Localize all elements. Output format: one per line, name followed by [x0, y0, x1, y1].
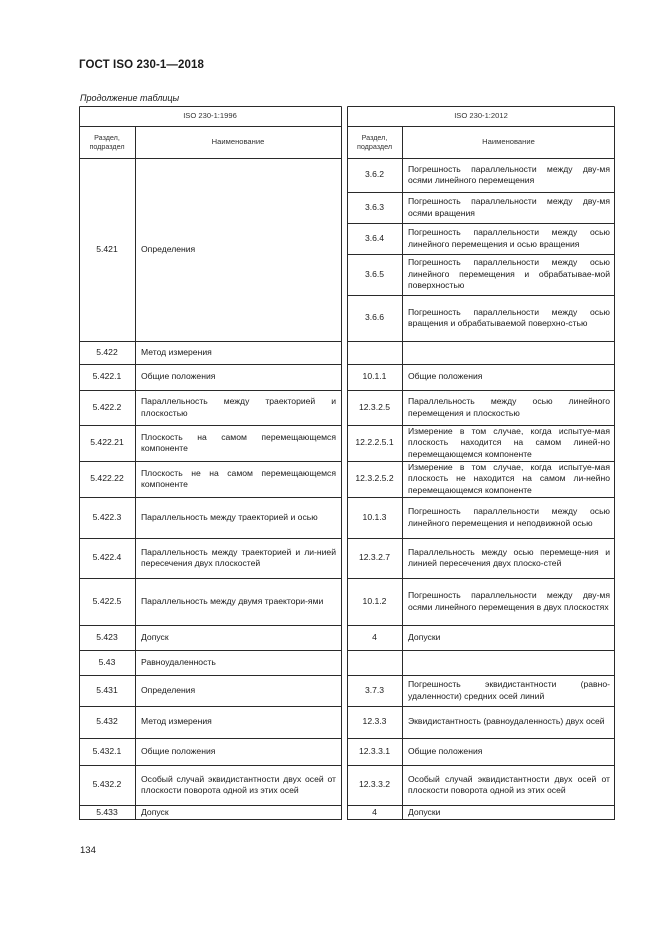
left-name-cell: [135, 390, 341, 425]
left-section-cell-text: 5.422.2: [92, 401, 122, 412]
left-section-cell-text: 5.421: [96, 243, 118, 254]
left-section-cell-text: 5.422.4: [92, 552, 122, 563]
right-name-cell: [402, 425, 615, 461]
left-section-cell: [79, 675, 135, 706]
right-section-cell-text: 12.3.2.5: [358, 401, 391, 412]
left-name-cell-text: Плоскость не на самом перемещающемся компоненте: [141, 467, 336, 489]
left-section-cell-text: 5.432: [96, 716, 118, 727]
left-name-cell-text: Метод измерения: [141, 716, 212, 727]
left-section-col-header: [79, 126, 135, 158]
right-name-cell: [402, 341, 615, 364]
left-section-col-header-text: Раздел, подраздел: [89, 133, 125, 151]
right-name-cell: [402, 650, 615, 675]
right-name-cell: [402, 158, 615, 192]
left-section-cell: [79, 765, 135, 805]
left-name-cell: [135, 738, 341, 765]
right-section-cell: [347, 765, 402, 805]
right-name-cell-text: Особый случай эквидистантности двух осей от плоскости поворота одной из этих осей: [408, 773, 610, 795]
right-name-cell: [402, 765, 615, 805]
right-name-cell: [402, 223, 615, 254]
left-name-cell: [135, 425, 341, 461]
left-section-cell: [79, 341, 135, 364]
right-section-cell-text: 10.1.1: [362, 371, 387, 382]
right-section-cell: [347, 425, 402, 461]
left-name-cell-text: Общие положения: [141, 745, 216, 756]
right-section-cell: [347, 497, 402, 538]
comparison-table: [79, 106, 615, 820]
right-name-cell-text: Параллельность между осью линейного перемещения и плоскостью: [408, 396, 610, 418]
right-name-cell-text: Допуски: [408, 631, 441, 642]
left-section-cell: [79, 538, 135, 578]
right-name-cell-text: Погрешность параллельности между дву-мя осями вращения: [408, 196, 610, 218]
left-section-cell: [79, 578, 135, 625]
page-number: 134: [80, 845, 96, 856]
left-name-cell: [135, 650, 341, 675]
left-name-cell: [135, 675, 341, 706]
left-name-cell-text: Определения: [141, 243, 196, 254]
left-group-header-text: ISO 230-1:1996: [183, 111, 237, 121]
left-name-cell-text: Равноудаленность: [141, 656, 216, 667]
left-group-header: [79, 106, 341, 126]
right-name-cell: [402, 675, 615, 706]
left-section-cell-text: 5.431: [96, 684, 118, 695]
left-name-cell-text: Определения: [141, 684, 196, 695]
right-section-cell-text: 12.3.3.1: [358, 745, 391, 756]
right-name-cell: [402, 192, 615, 223]
right-name-cell-text: Погрешность эквидистантности (равно-удаленности) средних осей линий: [408, 679, 610, 701]
left-section-cell-text: 5.432.2: [92, 779, 122, 790]
left-section-cell: [79, 706, 135, 738]
left-name-cell-text: Особый случай эквидистантности двух осей от плоскости поворота одной из этих осей: [141, 773, 336, 795]
right-section-cell: [347, 192, 402, 223]
right-section-cell-text: 3.6.2: [364, 169, 385, 180]
right-section-cell: [347, 650, 402, 675]
right-section-cell-text: 12.2.2.5.1: [355, 437, 394, 448]
right-section-cell-text: 3.6.4: [364, 232, 385, 243]
right-section-cell: [347, 461, 402, 497]
left-section-cell-text: 5.433: [96, 806, 118, 817]
right-section-cell: [347, 364, 402, 390]
right-name-col-header: [402, 126, 615, 158]
right-section-col-header: [347, 126, 402, 158]
right-section-cell: [347, 675, 402, 706]
right-section-cell-text: 4: [372, 631, 377, 642]
left-name-cell: [135, 158, 341, 341]
left-section-cell-text: 5.422.3: [92, 511, 122, 522]
right-name-cell: [402, 497, 615, 538]
right-name-cell-text: Погрешность параллельности между осью линейного перемещения и осью вращения: [408, 227, 610, 249]
right-name-cell-text: Погрешность параллельности между осью вращения и обрабатываемой поверхно-стью: [408, 306, 610, 328]
right-group-header: [347, 106, 615, 126]
left-name-cell-text: Допуск: [141, 806, 169, 817]
right-name-cell: [402, 578, 615, 625]
right-section-cell-text: 3.6.6: [364, 312, 385, 323]
right-name-cell: [402, 738, 615, 765]
right-name-cell-text: Допуски: [408, 806, 441, 817]
left-section-cell: [79, 805, 135, 820]
left-section-cell: [79, 158, 135, 341]
right-section-cell-text: 4: [372, 806, 377, 817]
left-section-cell: [79, 461, 135, 497]
left-name-cell: [135, 461, 341, 497]
right-name-cell-text: Погрешность параллельности между осью линейного перемещения и неподвижной осью: [408, 506, 610, 528]
left-section-cell: [79, 625, 135, 650]
right-name-cell: [402, 538, 615, 578]
left-name-cell: [135, 765, 341, 805]
right-section-cell-text: 10.1.3: [362, 511, 387, 522]
right-name-cell: [402, 254, 615, 295]
right-section-cell: [347, 254, 402, 295]
right-name-col-header-text: Наименование: [482, 137, 535, 147]
left-name-cell-text: Метод измерения: [141, 346, 212, 357]
right-name-cell-text: Эквидистантность (равноудаленность) двух осей: [408, 716, 605, 727]
right-name-cell-text: Измерение в том случае, когда испытуе-мая плоскость не находится на самом ли-нейно перемещающемся компоненте: [408, 461, 610, 495]
right-section-cell-text: 12.3.3.2: [358, 779, 391, 790]
left-name-cell: [135, 364, 341, 390]
left-section-cell: [79, 364, 135, 390]
right-section-cell: [347, 390, 402, 425]
right-section-cell: [347, 538, 402, 578]
left-section-cell: [79, 425, 135, 461]
document-header: ГОСТ ISO 230-1—2018: [79, 59, 204, 71]
left-name-cell: [135, 578, 341, 625]
left-section-cell-text: 5.422.5: [92, 595, 122, 606]
right-section-cell-text: 12.3.2.7: [358, 552, 391, 563]
left-name-cell-text: Плоскость на самом перемещающемся компоненте: [141, 431, 336, 453]
right-name-cell-text: Погрешность параллельности между осью линейного перемещения и обрабатывае-мой поверхностью: [408, 257, 610, 291]
right-name-cell-text: Общие положения: [408, 371, 483, 382]
left-section-cell-text: 5.422.22: [90, 473, 124, 484]
table-continuation-label: Продолжение таблицы: [80, 93, 180, 103]
left-name-cell-text: Допуск: [141, 631, 169, 642]
right-section-cell: [347, 158, 402, 192]
right-section-cell: [347, 341, 402, 364]
left-section-cell-text: 5.422.21: [90, 437, 124, 448]
left-name-cell: [135, 706, 341, 738]
left-name-cell: [135, 805, 341, 820]
right-name-cell: [402, 364, 615, 390]
left-name-cell-text: Параллельность между двумя траектори-ями: [141, 595, 324, 606]
right-name-cell-text: Погрешность параллельности между дву-мя осями линейного перемещения в двух плоскостях: [408, 590, 610, 612]
right-section-col-header-text: Раздел, подраздел: [356, 133, 393, 151]
right-section-cell: [347, 625, 402, 650]
right-section-cell-text: 12.3.3: [362, 716, 387, 727]
right-name-cell: [402, 461, 615, 497]
right-section-cell-text: 3.6.5: [364, 268, 385, 279]
left-name-cell: [135, 497, 341, 538]
left-name-cell: [135, 341, 341, 364]
right-section-cell: [347, 706, 402, 738]
right-section-cell: [347, 738, 402, 765]
left-section-cell-text: 5.422: [96, 346, 118, 357]
right-name-cell: [402, 706, 615, 738]
right-section-cell-text: 3.7.3: [364, 684, 385, 695]
left-name-cell: [135, 538, 341, 578]
left-section-cell: [79, 497, 135, 538]
right-name-cell: [402, 295, 615, 341]
left-name-cell-text: Параллельность между траекторией и осью: [141, 511, 318, 522]
left-section-cell-text: 5.423: [96, 631, 118, 642]
left-name-col-header-text: Наименование: [211, 137, 265, 147]
right-section-cell: [347, 295, 402, 341]
right-name-cell-text: Погрешность параллельности между дву-мя осями линейного перемещения: [408, 163, 610, 185]
right-name-cell: [402, 625, 615, 650]
left-section-cell-text: 5.43: [98, 656, 116, 667]
right-name-cell-text: Параллельность между осью перемеще-ния и линией пересечения двух плоско-стей: [408, 546, 610, 568]
right-name-cell: [402, 390, 615, 425]
left-section-cell: [79, 738, 135, 765]
right-name-cell: [402, 805, 615, 820]
right-section-cell-text: 3.6.3: [364, 201, 385, 212]
left-name-cell: [135, 625, 341, 650]
left-section-cell-text: 5.422.1: [92, 371, 122, 382]
left-name-cell-text: Общие положения: [141, 371, 216, 382]
left-name-cell-text: Параллельность между траекторией и ли-нией пересечения двух плоскостей: [141, 546, 336, 568]
right-name-cell-text: Измерение в том случае, когда испытуе-мая плоскость находится на самом линей-но перемещающемся компоненте: [408, 425, 610, 459]
right-name-cell-text: Общие положения: [408, 745, 483, 756]
left-section-cell: [79, 650, 135, 675]
left-section-cell-text: 5.432.1: [92, 745, 122, 756]
right-section-cell-text: 12.3.2.5.2: [355, 473, 394, 484]
left-name-cell-text: Параллельность между траекторией и плоскостью: [141, 396, 336, 418]
right-section-cell-text: 10.1.2: [362, 595, 387, 606]
left-name-col-header: [135, 126, 341, 158]
right-section-cell: [347, 578, 402, 625]
right-section-cell: [347, 805, 402, 820]
right-group-header-text: ISO 230-1:2012: [454, 111, 508, 121]
right-section-cell: [347, 223, 402, 254]
left-section-cell: [79, 390, 135, 425]
